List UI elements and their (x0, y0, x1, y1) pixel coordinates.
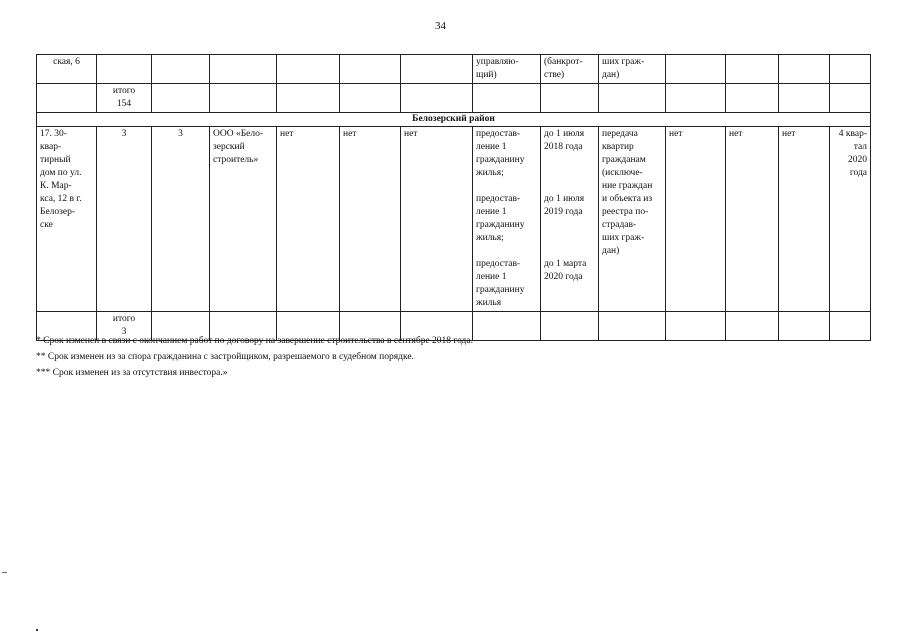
text-line: зерский (213, 142, 245, 152)
table-cell (779, 84, 830, 113)
table-cell (599, 127, 666, 312)
text-line: тал (853, 142, 867, 152)
text-line: дом по ул. (40, 168, 82, 178)
table-cell (726, 312, 779, 341)
text-line: (банкрот- (544, 57, 583, 67)
table-cell: нет (340, 127, 401, 312)
table-cell (541, 127, 599, 312)
text-line: предостав- (476, 259, 521, 269)
table-cell (779, 55, 830, 84)
text-line: страдав- (602, 220, 637, 230)
table-cell: нет (277, 127, 340, 312)
text-line: ООО «Бело- (213, 129, 264, 139)
table-cell (401, 84, 473, 113)
footnote: ** Срок изменен из за спора гражданина с застройщиком, разрешаемого в судебном порядке. (36, 352, 414, 362)
table-cell (666, 312, 726, 341)
text-line: дан) (602, 70, 620, 80)
table-row (37, 84, 871, 113)
text-line: квартир (602, 142, 634, 152)
text-line: реестра по- (602, 207, 649, 217)
table-cell (599, 55, 666, 84)
text-line: гражданам (602, 155, 646, 165)
text-line: ние граждан (602, 181, 653, 191)
text-line: 154 (116, 99, 132, 109)
scan-mark (2, 572, 7, 573)
table-row (37, 113, 871, 127)
text-line: 2020 (848, 155, 867, 165)
text-line: дан) (602, 246, 620, 256)
table-cell (210, 84, 277, 113)
table-cell: 3 (97, 127, 152, 312)
cell-block (544, 193, 595, 219)
table-cell (473, 127, 541, 312)
footnote: *** Срок изменен из за отсутствия инвестора.» (36, 368, 228, 378)
text-line: ление 1 (476, 207, 507, 217)
text-line: ших граж- (602, 233, 645, 243)
table-cell (541, 312, 599, 341)
table-cell (599, 84, 666, 113)
table-cell (277, 84, 340, 113)
table-cell (666, 55, 726, 84)
table-cell (473, 55, 541, 84)
table-cell: нет (779, 127, 830, 312)
text-line: кса, 12 в г. (40, 194, 82, 204)
text-line: передача (602, 129, 638, 139)
text-line: квар- (40, 142, 62, 152)
text-line: 4 квар- (838, 129, 867, 139)
text-line: стве) (544, 70, 565, 80)
table-cell (473, 84, 541, 113)
table-cell (340, 55, 401, 84)
table-cell (830, 312, 871, 341)
table-cell (97, 84, 152, 113)
table-cell (210, 127, 277, 312)
table-cell (97, 55, 152, 84)
text-line: жилья (476, 298, 502, 308)
table-cell (541, 84, 599, 113)
cell-block (476, 258, 537, 310)
text-line: предостав- (476, 129, 521, 139)
text-line: до 1 июля (544, 194, 585, 204)
table-cell (401, 55, 473, 84)
table-cell (152, 55, 210, 84)
table-cell: ская, 6 (37, 55, 97, 84)
text-line: итого (112, 314, 136, 324)
table-row (37, 127, 871, 312)
text-line: до 1 марта (544, 259, 587, 269)
text-line: Белозер- (40, 207, 76, 217)
table-cell (599, 312, 666, 341)
table-cell (830, 127, 871, 312)
table-cell (830, 55, 871, 84)
text-line: жилья; (476, 233, 504, 243)
text-line: до 1 июля (544, 129, 585, 139)
table-cell (340, 84, 401, 113)
table-cell (779, 312, 830, 341)
table-cell (37, 84, 97, 113)
text-line: года (849, 168, 867, 178)
cell-block (544, 128, 595, 154)
table-cell (541, 55, 599, 84)
text-line: ление 1 (476, 272, 507, 282)
text-line: управляю- (476, 57, 519, 67)
footnote: * Срок изменен в связи с окончанием работ по договору на завершение строительства в сентябре 2018 года. (36, 336, 473, 346)
table-cell: нет (666, 127, 726, 312)
cell-block (476, 128, 537, 180)
table-cell (37, 127, 97, 312)
text-line: гражданину (476, 220, 525, 230)
page-number: 34 (435, 20, 446, 32)
table-cell (726, 55, 779, 84)
text-line: ление 1 (476, 142, 507, 152)
text-line: итого (112, 86, 136, 96)
table-cell: 3 (152, 127, 210, 312)
text-line: гражданину (476, 155, 525, 165)
text-line: предостав- (476, 194, 521, 204)
text-line: (исключе- (602, 168, 643, 178)
text-line: 3 (121, 327, 127, 337)
text-line: 2020 года (544, 272, 583, 282)
text-line: строитель» (213, 155, 259, 165)
table-cell (210, 55, 277, 84)
text-line: и объекта из (602, 194, 653, 204)
table-cell: нет (401, 127, 473, 312)
text-line: щий) (476, 70, 497, 80)
section-heading: Белозерский район (37, 113, 871, 127)
text-line: ске (40, 220, 53, 230)
table-cell (830, 84, 871, 113)
text-line: К. Мар- (40, 181, 72, 191)
cell-block (476, 193, 537, 245)
cell-block (544, 258, 595, 284)
text-line: 17. 30- (40, 129, 67, 139)
text-line: жилья; (476, 168, 504, 178)
footnotes (36, 335, 473, 383)
table-cell (473, 312, 541, 341)
text-line: 2019 года (544, 207, 583, 217)
construction-table (36, 54, 871, 341)
table-cell (277, 55, 340, 84)
table-cell (666, 84, 726, 113)
text-line: 2018 года (544, 142, 583, 152)
text-line: ших граж- (602, 57, 645, 67)
table-cell (726, 84, 779, 113)
table-cell: нет (726, 127, 779, 312)
text-line: тирный (40, 155, 71, 165)
text-line: гражданину (476, 285, 525, 295)
table-cell (152, 84, 210, 113)
table-row (37, 55, 871, 84)
scan-mark (36, 629, 38, 631)
